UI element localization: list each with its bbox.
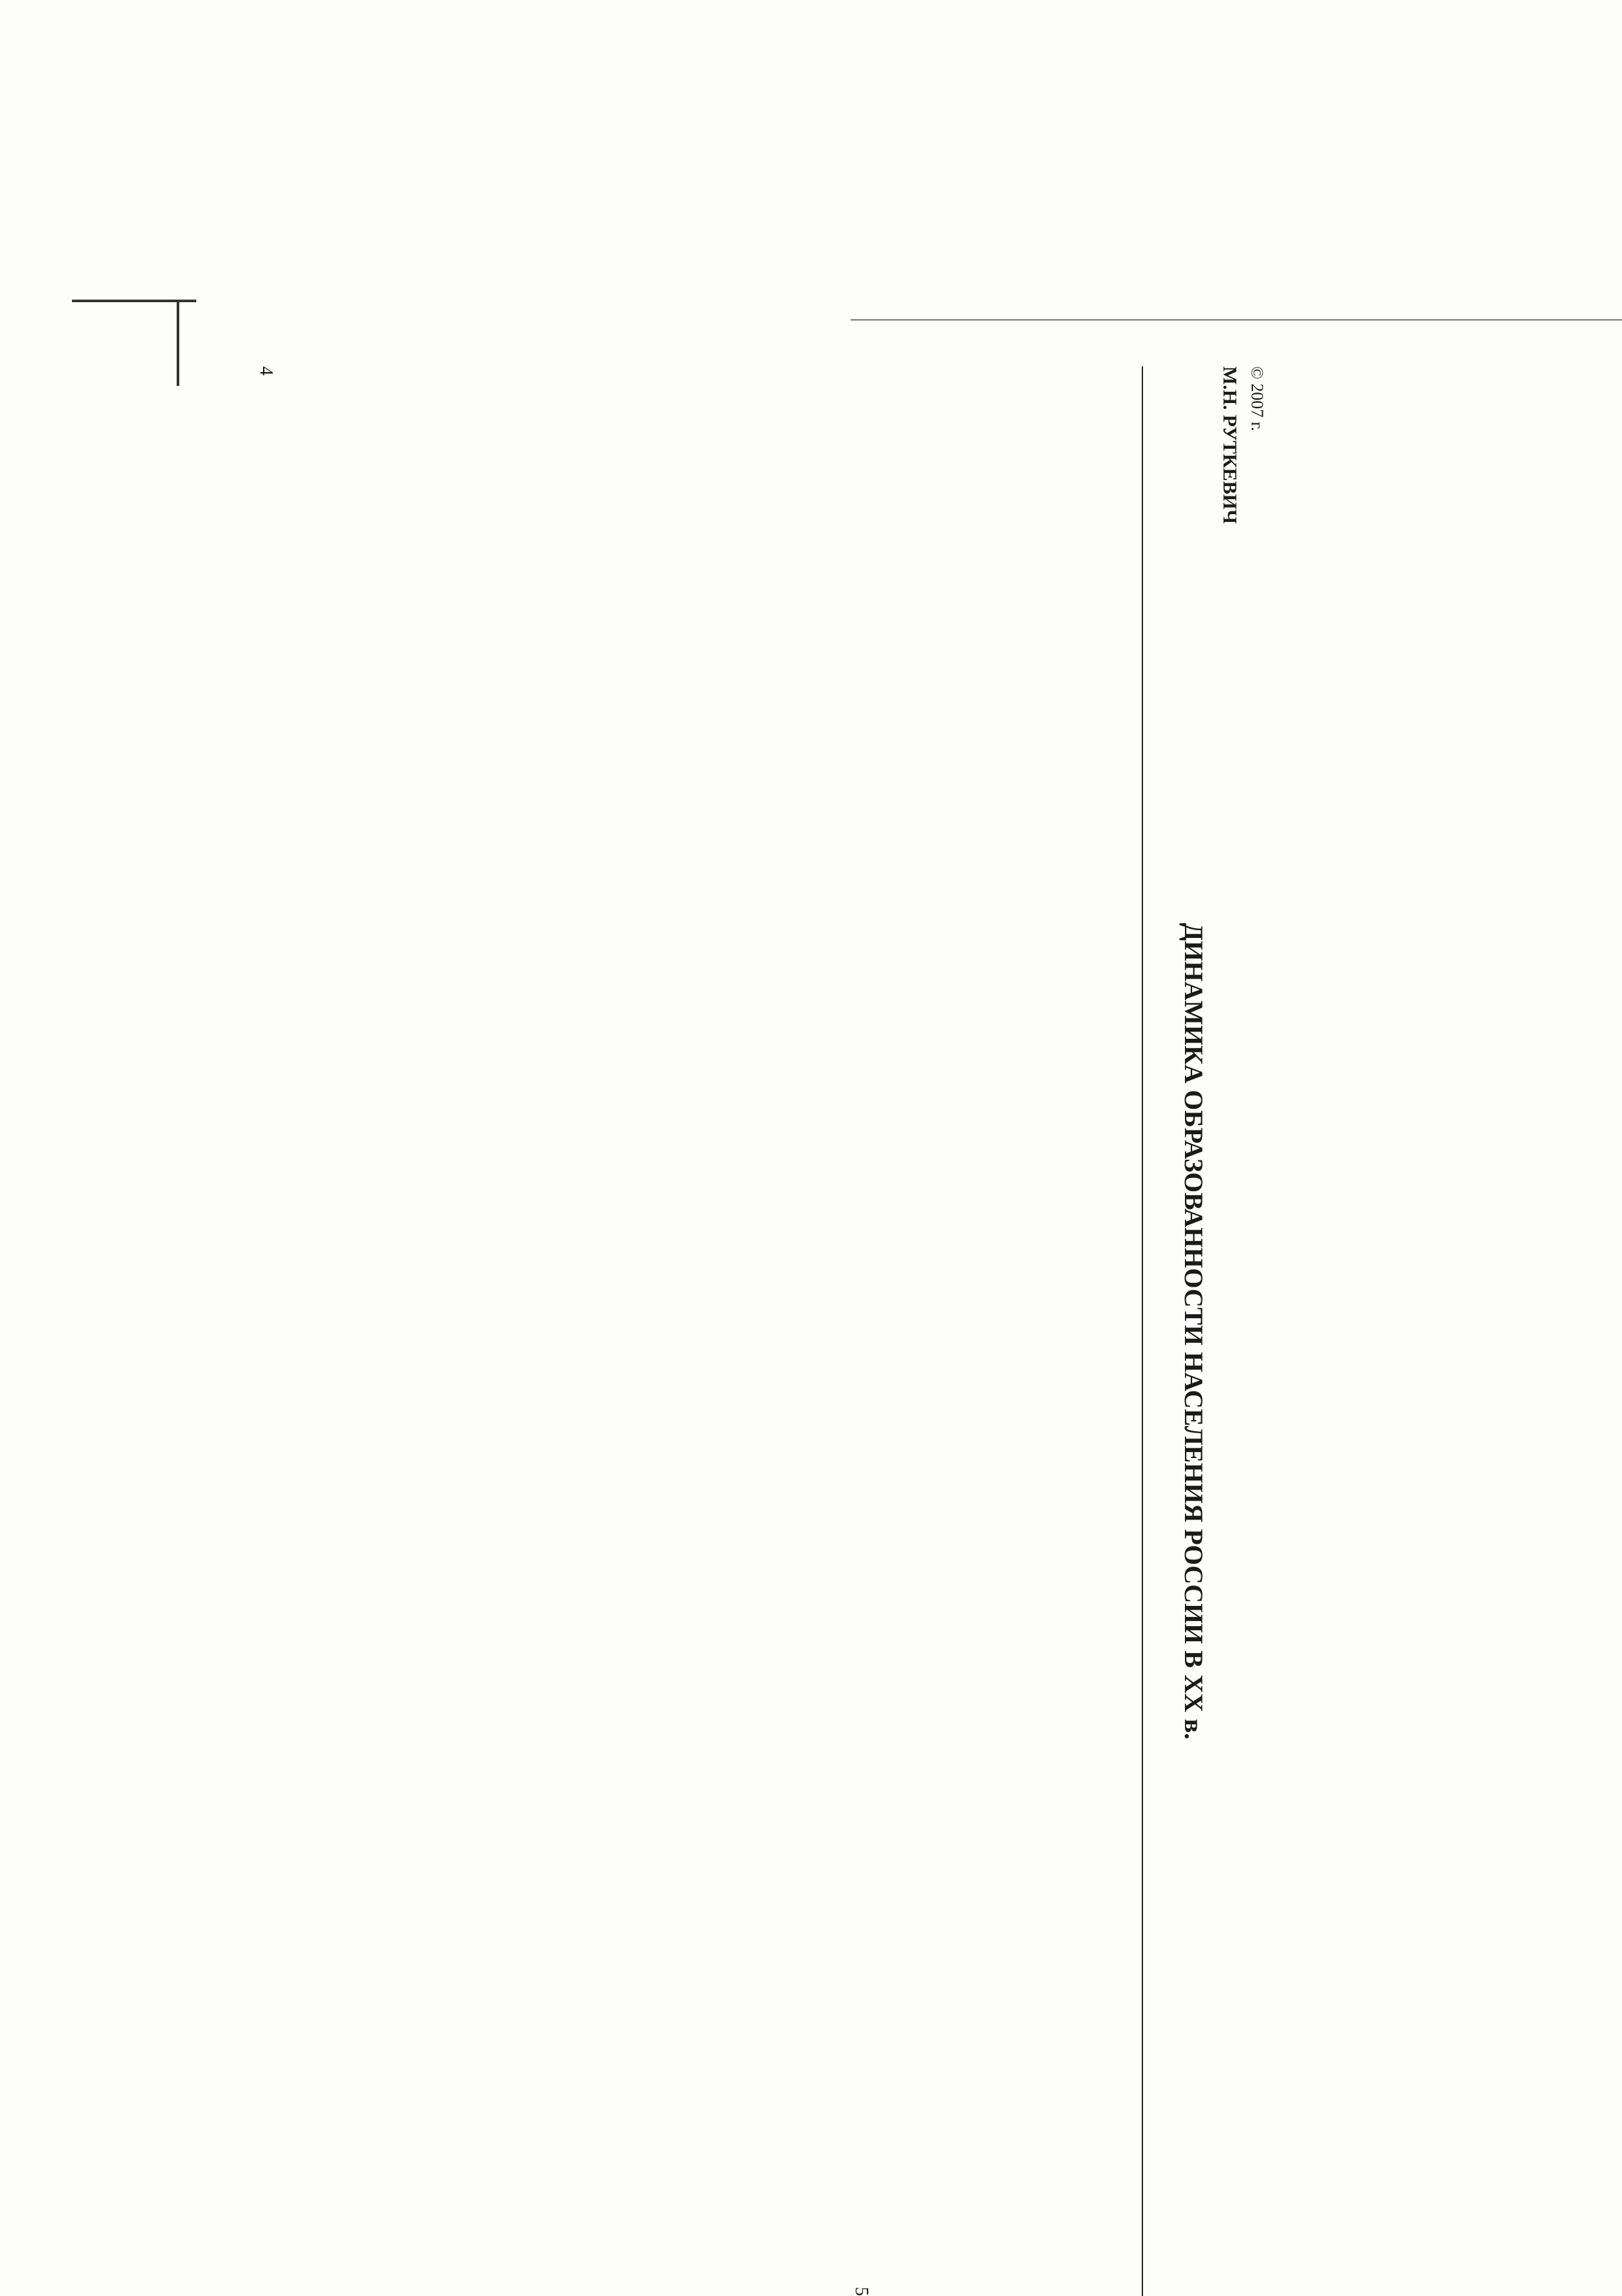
author-byline — [1142, 366, 1169, 2296]
paragraph — [1112, 366, 1134, 2296]
left-page-text-column — [294, 366, 713, 2296]
article-author: М.Н. РУТКЕВИЧ — [1219, 366, 1241, 524]
paragraph — [1498, 366, 1521, 2296]
page-number: 5 — [851, 2287, 872, 2296]
scan-fold-line — [851, 319, 1622, 321]
paragraph — [616, 366, 639, 2296]
paragraph — [1548, 366, 1570, 2296]
paragraph — [691, 366, 713, 2296]
paragraph — [1424, 366, 1446, 2296]
paragraph — [542, 366, 564, 2296]
paragraph — [591, 366, 614, 2296]
paragraph — [1523, 366, 1545, 2296]
copyright-line: © 2007 г. — [1248, 366, 1267, 431]
scan-crop-mark-vertical — [177, 301, 179, 386]
right-page — [851, 366, 1570, 2296]
paragraph — [641, 366, 663, 2296]
page-number: 4 — [256, 366, 276, 375]
paragraph — [666, 366, 688, 2296]
continued-text-column — [1289, 366, 1570, 2296]
left-page — [255, 366, 713, 2296]
paragraph — [567, 366, 589, 2296]
new-article-column — [857, 366, 1276, 2296]
article-title: ДИНАМИКА ОБРАЗОВАННОСТИ НАСЕЛЕНИЯ РОССИИ В XX в. — [1179, 922, 1208, 1740]
paragraph — [1473, 366, 1496, 2296]
paragraph — [1449, 366, 1471, 2296]
